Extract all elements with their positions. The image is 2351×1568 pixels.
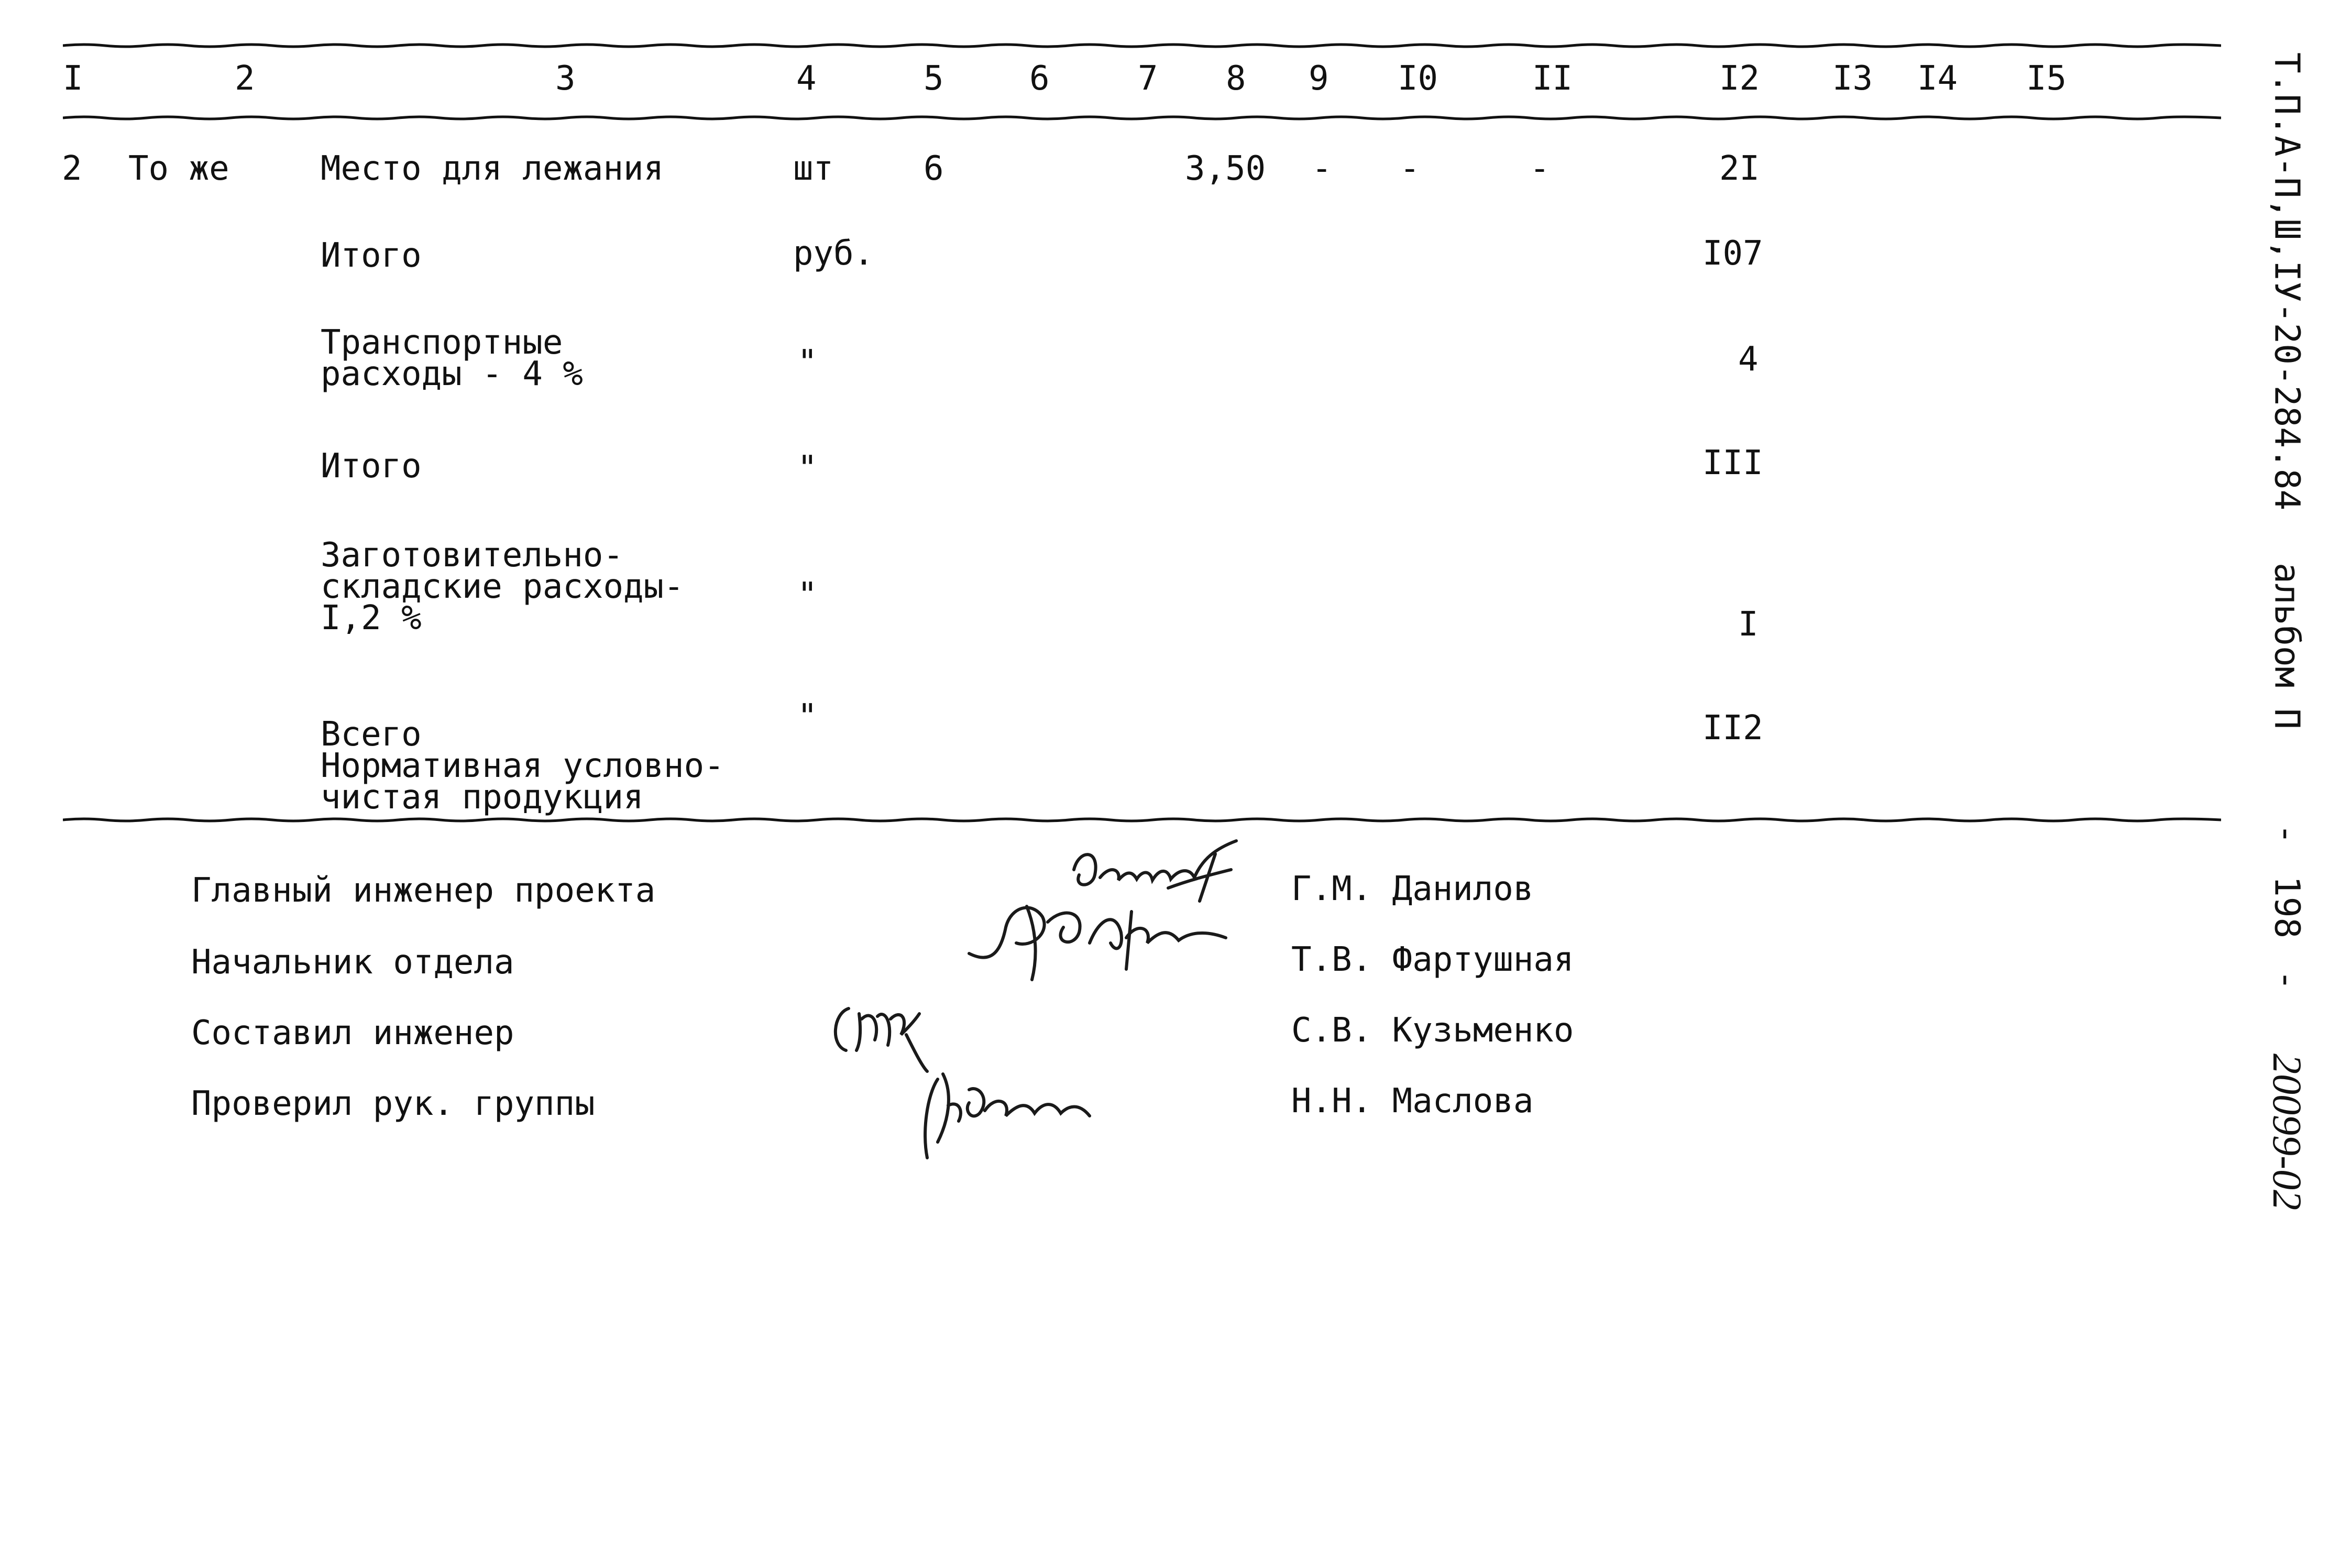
row-total: 2I (1719, 149, 1760, 188)
row-dash-10: - (1400, 149, 1420, 188)
summary-value: I07 (1702, 234, 1763, 273)
row-dash-9: - (1312, 149, 1332, 188)
margin-page: 198 (2267, 875, 2308, 939)
signer-role: Начальник отдела (191, 943, 514, 982)
margin-number: 20099-02 (2265, 1053, 2310, 1210)
summary-value: 4 (1738, 340, 1759, 379)
bottom-rule (63, 816, 2221, 824)
signer-role: Проверил рук. группы (191, 1084, 595, 1123)
column-header: 8 (1226, 59, 1246, 98)
signer-name: С.В. Кузьменко (1291, 1011, 1574, 1050)
column-header: 6 (1029, 59, 1050, 98)
margin-dash: - (2267, 824, 2308, 845)
summary-unit: руб. (793, 234, 874, 273)
column-header: II (1532, 59, 1573, 98)
column-header: 4 (796, 59, 817, 98)
summary-label: Транспортные расходы - 4 % (321, 323, 583, 393)
margin-stamp (2262, 52, 2312, 1341)
summary-unit: " (797, 343, 818, 382)
column-header: I (63, 59, 83, 98)
column-header: I3 (1832, 59, 1873, 98)
signer-name: Т.В. Фартушная (1291, 940, 1574, 979)
summary-value: I (1738, 605, 1759, 644)
column-header: I2 (1719, 59, 1760, 98)
signature-maslova (906, 1063, 1095, 1168)
summary-label: Итого (321, 447, 422, 486)
margin-dash: - (2267, 970, 2308, 991)
column-header: 3 (555, 59, 576, 98)
column-header: I5 (2026, 59, 2067, 98)
summary-label: Итого (321, 236, 422, 275)
column-header: 5 (924, 59, 944, 98)
signature-fartushnaya (959, 891, 1231, 985)
column-header: I4 (1917, 59, 1958, 98)
summary-unit: " (797, 449, 818, 488)
summary-unit: " (797, 576, 818, 615)
row-reference: То же (128, 149, 229, 188)
signer-name: Г.М. Данилов (1291, 870, 1534, 908)
signer-role: Главный инженер проекта (191, 871, 656, 910)
column-header: I0 (1398, 59, 1438, 98)
row-unit: шт (793, 149, 834, 188)
column-header: 9 (1309, 59, 1329, 98)
row-quantity: 6 (924, 149, 944, 188)
summary-value: III (1702, 444, 1763, 483)
column-header: 7 (1138, 59, 1158, 98)
margin-album: альбом П (2267, 563, 2308, 730)
summary-label: Заготовительно- складские расходы- I,2 % (321, 536, 684, 638)
margin-code: Т.П.А-П,Ш,IУ-20-284.84 (2267, 52, 2308, 511)
signer-role: Составил инженер (191, 1014, 514, 1052)
summary-value: II2 (1702, 709, 1763, 748)
header-rule (63, 114, 2221, 122)
column-header: 2 (235, 59, 255, 98)
row-name: Место для лежания (321, 149, 664, 188)
summary-unit: " (797, 697, 818, 736)
row-price: 3,50 (1185, 149, 1266, 188)
row-dash-11: - (1530, 149, 1550, 188)
top-rule (63, 42, 2221, 49)
row-number: 2 (62, 149, 82, 188)
signer-name: Н.Н. Маслова (1291, 1082, 1534, 1121)
summary-label: Всего Нормативная условно- чистая продукция (321, 715, 724, 817)
